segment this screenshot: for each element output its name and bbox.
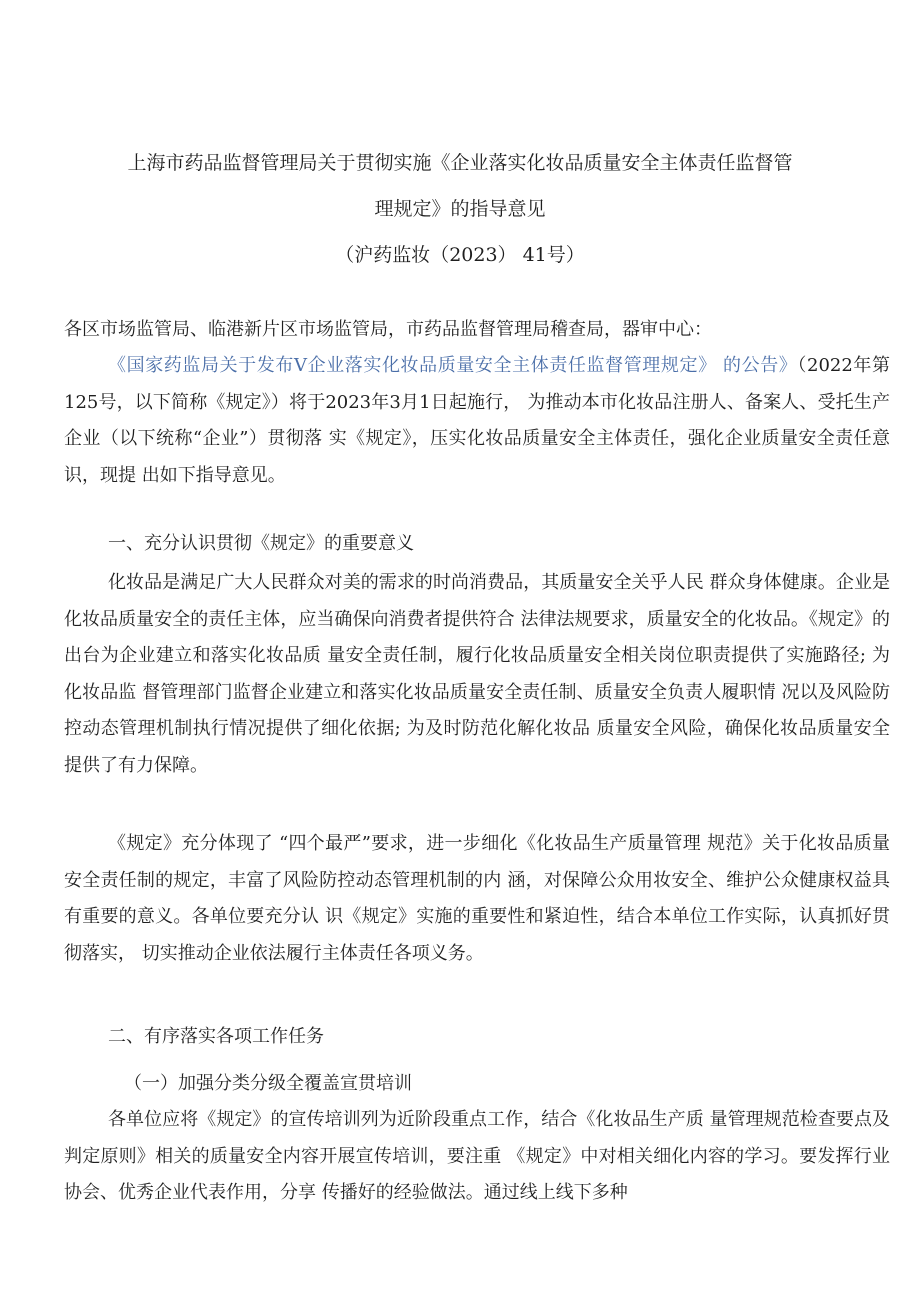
intro-paragraph-text: （2022年第125号，以下简称《规定》）将于2023年3月1日起施行， 为推动本市化妆品注册人、备案人、受托生产企业（以下统称“企业”）贯彻落 实《规定》，压实化妆品质量安全主体责任，强化企业质量安全责任意识，现提 出如下指导意见。 — [64, 355, 891, 486]
document-number: （沪药监妆（2023） 41号） — [335, 244, 585, 266]
document-title-line2: 理规定》的指导意见 — [374, 198, 546, 220]
document-title-line1: 上海市药品监督管理局关于贯彻实施《企业落实化妆品质量安全主体责任监督管 — [127, 152, 793, 174]
section2-heading: 二、有序落实各项工作任务 — [108, 1026, 324, 1047]
section1-paragraph2: 《规定》充分体现了 “四个最严”要求，进一步细化《化妆品生产质量管理 规范》关于化妆品质量安全责任制的规定，丰富了风险防控动态管理机制的内 涵，对保障公众用妆安全、维护公众健康权益具有重要的意义。各单位要充分认 识《规定》实施的重要性和紧迫性，结合本单位工作实际，认真抓好贯彻落实， 切实推动企业依法履行主体责任各项义务。 — [64, 833, 890, 964]
section2-subheading1: （一）加强分类分级全覆盖宣贯培训 — [124, 1073, 412, 1094]
section1-paragraph1: 化妆品是满足广大人民群众对美的需求的时尚消费品，其质量安全关乎人民 群众身体健康。企业是化妆品质量安全的责任主体，应当确保向消费者提供符合 法律法规要求，质量安全的化妆品。《规定》的出台为企业建立和落实化妆品质 量安全责任制，履行化妆品质量安全相关岗位职责提供了实施路径; 为化妆品监 督管理部门监督企业建立和落实化妆品质量安全责任制、质量安全负责人履职情 况以及风险防控动态管理机制执行情况提供了细化依据; 为及时防范化解化妆品 质量安全风险，确保化妆品质量安全提供了有力保障。 — [64, 572, 890, 776]
notice-link[interactable]: 《国家药监局关于发布V企业落实化妆品质量安全主体责任监督管理规定》 的公告》 — [108, 355, 798, 376]
section2-paragraph1: 各单位应将《规定》的宣传培训列为近阶段重点工作，结合《化妆品生产质 量管理规范检查要点及判定原则》相关的质量安全内容开展宣传培训，要注重 《规定》中对相关细化内容的学习。要发挥行业协会、优秀企业代表作用，分享 传播好的经验做法。通过线上线下多种 — [64, 1109, 890, 1203]
section1-heading: 一、充分认识贯彻《规定》的重要意义 — [108, 533, 414, 554]
addressee-line: 各区市场监管局、临港新片区市场监管局，市药品监督管理局稽查局，器审中心： — [64, 319, 712, 340]
intro-paragraph — [64, 348, 890, 494]
